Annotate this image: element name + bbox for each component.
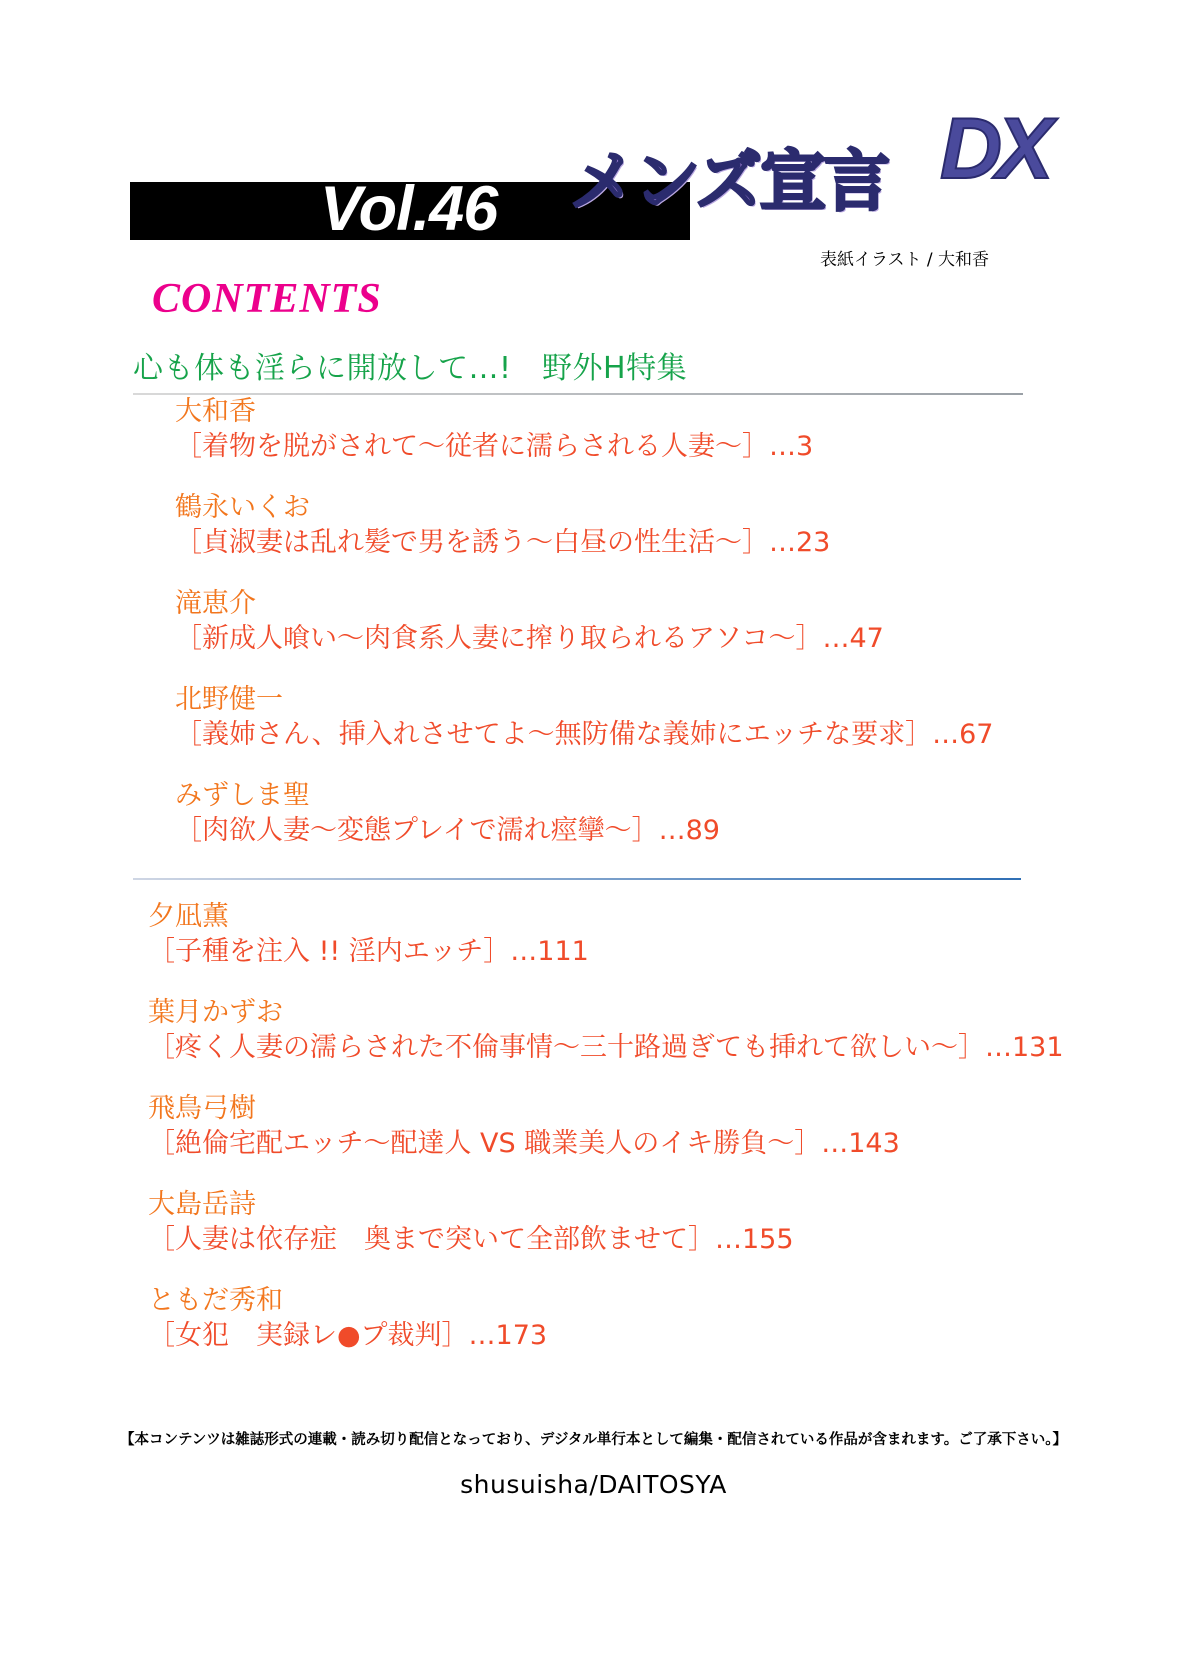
toc-section-general bbox=[148, 900, 1108, 1380]
list-item[interactable] bbox=[175, 683, 1075, 753]
entry-title: ［肉欲人妻〜変態プレイで濡れ痙攣〜］…89 bbox=[175, 815, 720, 846]
page-title: CONTENTS bbox=[152, 276, 382, 322]
entry-title: ［疼く人妻の濡らされた不倫事情〜三十路過ぎても挿れて欲しい〜］…131 bbox=[148, 1032, 1064, 1063]
entry-title: ［女犯 実録レ●プ裁判］…173 bbox=[148, 1320, 548, 1351]
entry-author: みずしま聖 bbox=[175, 780, 310, 811]
magazine-logo-dx: DX bbox=[940, 101, 1048, 197]
list-item[interactable] bbox=[175, 491, 1075, 561]
section-divider bbox=[133, 878, 1021, 880]
entry-author: 葉月かずお bbox=[148, 997, 283, 1028]
volume-number: Vol.46 bbox=[320, 174, 498, 244]
list-item[interactable] bbox=[175, 395, 1075, 465]
list-item[interactable] bbox=[148, 1284, 1108, 1354]
feature-header bbox=[133, 343, 1023, 395]
entry-author: 大和香 bbox=[175, 396, 256, 427]
entry-title: ［子種を注入 !! 淫内エッチ］…111 bbox=[148, 936, 589, 967]
magazine-logo-japanese: メンズ宣言 bbox=[570, 143, 889, 220]
entry-title: ［人妻は依存症 奥まで突いて全部飲ませて］…155 bbox=[148, 1224, 794, 1255]
toc-section-featured bbox=[175, 395, 1075, 875]
entry-author: 鶴永いくお bbox=[175, 492, 310, 523]
entry-title: ［貞淑妻は乱れ髪で男を誘う〜白昼の性生活〜］…23 bbox=[175, 527, 831, 558]
publisher-name: shusuisha/DAITOSYA bbox=[460, 1470, 727, 1499]
list-item[interactable] bbox=[175, 587, 1075, 657]
entry-title: ［絶倫宅配エッチ〜配達人 VS 職業美人のイキ勝負〜］…143 bbox=[148, 1128, 900, 1159]
list-item[interactable] bbox=[148, 1092, 1108, 1162]
entry-author: 北野健一 bbox=[175, 684, 283, 715]
entry-author: 滝恵介 bbox=[175, 588, 256, 619]
list-item[interactable] bbox=[175, 779, 1075, 849]
masthead bbox=[130, 101, 1050, 245]
entry-title: ［新成人喰い〜肉食系人妻に搾り取られるアソコ〜］…47 bbox=[175, 623, 884, 654]
feature-heading-text: 心も体も淫らに開放して…! 野外H特集 bbox=[133, 351, 688, 386]
entry-author: 大島岳詩 bbox=[148, 1189, 256, 1220]
cover-illustration-credit: 表紙イラスト / 大和香 bbox=[820, 250, 990, 270]
entry-title: ［義姉さん、挿入れさせてよ〜無防備な義姉にエッチな要求］…67 bbox=[175, 719, 994, 750]
entry-author: 飛鳥弓樹 bbox=[148, 1093, 256, 1124]
footer-note: 【本コンテンツは雑誌形式の連載・読み切り配信となっており、デジタル単行本として編集・配信されている作品が含まれます。ご了承下さい。】 bbox=[120, 1432, 1067, 1448]
entry-author: 夕凪薫 bbox=[148, 901, 229, 932]
entry-title: ［着物を脱がされて〜従者に濡らされる人妻〜］…3 bbox=[175, 431, 814, 462]
entry-author: ともだ秀和 bbox=[148, 1285, 283, 1316]
list-item[interactable] bbox=[148, 996, 1108, 1066]
list-item[interactable] bbox=[148, 1188, 1108, 1258]
list-item[interactable] bbox=[148, 900, 1108, 970]
